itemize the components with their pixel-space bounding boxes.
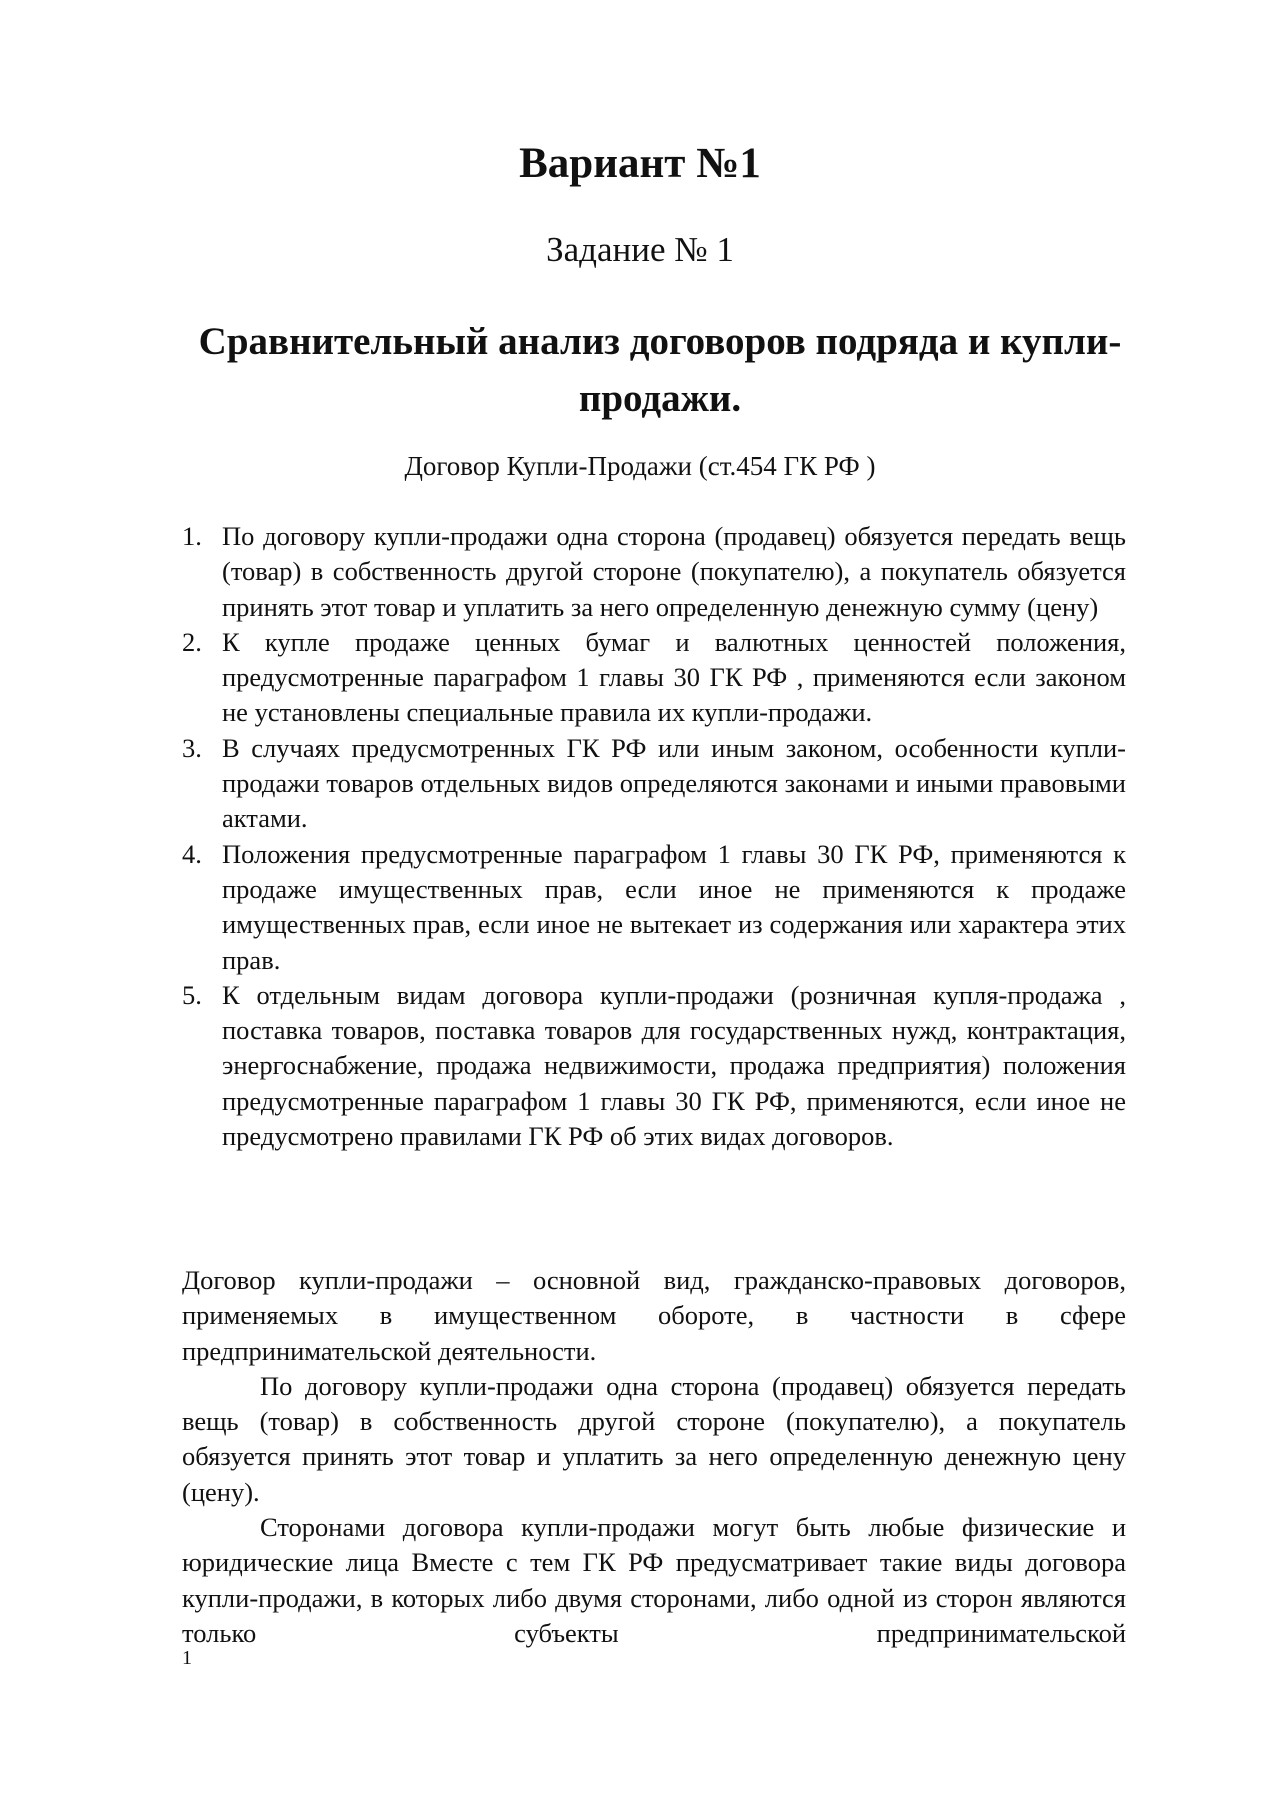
list-item-number: 1. — [182, 521, 202, 551]
subject-heading: Сравнительный анализ договоров подряда и купли-продажи. — [198, 320, 1122, 420]
list-item — [182, 978, 1126, 1154]
list-item — [182, 837, 1126, 978]
page-number: 1 — [182, 1647, 192, 1669]
list-item — [182, 519, 1126, 625]
paragraph: Сторонами договора купли-продажи могут быть любые физические и юридические лица Вместе с тем ГК РФ предусматривает такие виды договора купли-продажи, в которых либо двумя сторонами, либо одной из сторон являются только субъекты предпринимательской — [182, 1512, 1126, 1648]
list-item-text: В случаях предусмотренных ГК РФ или иным законом, особенности купли-продажи товаров отдельных видов определяются законами и иными правовыми актами. — [222, 732, 1126, 834]
provisions-list — [182, 519, 1126, 1154]
list-item-text: К отдельным видам договора купли-продажи (розничная купля-продажа , поставка товаров, поставка товаров для государственных нужд, контрактация, энергоснабжение, продажа недвижимости, продажа предприятия) положения предусмотренные параграфом 1 главы 30 ГК РФ, применяются, если иное не предусмотрено правилами ГК РФ об этих видах договоров. — [222, 979, 1126, 1152]
list-item-number: 4. — [182, 838, 202, 869]
document-title: Вариант №1 — [519, 140, 761, 187]
task-heading: Задание № 1 — [546, 230, 734, 269]
list-item — [182, 625, 1126, 731]
list-item-number: 2. — [182, 626, 202, 657]
list-item-text: По договору купли-продажи одна сторона (продавец) обязуется передать вещь (товар) в собственность другой стороне (покупателю), а покупатель обязуется принять этот товар и уплатить за него определенную денежную сумму (цену) — [222, 521, 1126, 622]
body-text — [182, 1263, 1126, 1651]
list-item-number: 3. — [182, 732, 202, 763]
list-item-text: К купле продаже ценных бумаг и валютных ценностей положения, предусмотренные параграфом 1 главы 30 ГК РФ , применяются если законом не установлены специальные правила их купли-продажи. — [222, 626, 1126, 728]
paragraph: По договору купли-продажи одна сторона (продавец) обязуется передать вещь (товар) в собственность другой стороне (покупателю), а покупатель обязуется принять этот товар и уплатить за него определенную денежную цену (цену). — [182, 1370, 1126, 1507]
contract-heading: Договор Купли-Продажи (ст.454 ГК РФ ) — [404, 451, 876, 481]
list-item-text: Положения предусмотренные параграфом 1 главы 30 ГК РФ, применяются к продаже имущественных прав, если иное не применяются к продаже имущественных прав, если иное не вытекает из содержания или характера этих прав. — [222, 838, 1126, 975]
list-item-number: 5. — [182, 979, 202, 1010]
list-item — [182, 731, 1126, 837]
paragraph: Договор купли-продажи – основной вид, гражданско-правовых договоров, применяемых в имущественном обороте, в частности в сфере предпринимательской деятельности. — [182, 1265, 1126, 1366]
